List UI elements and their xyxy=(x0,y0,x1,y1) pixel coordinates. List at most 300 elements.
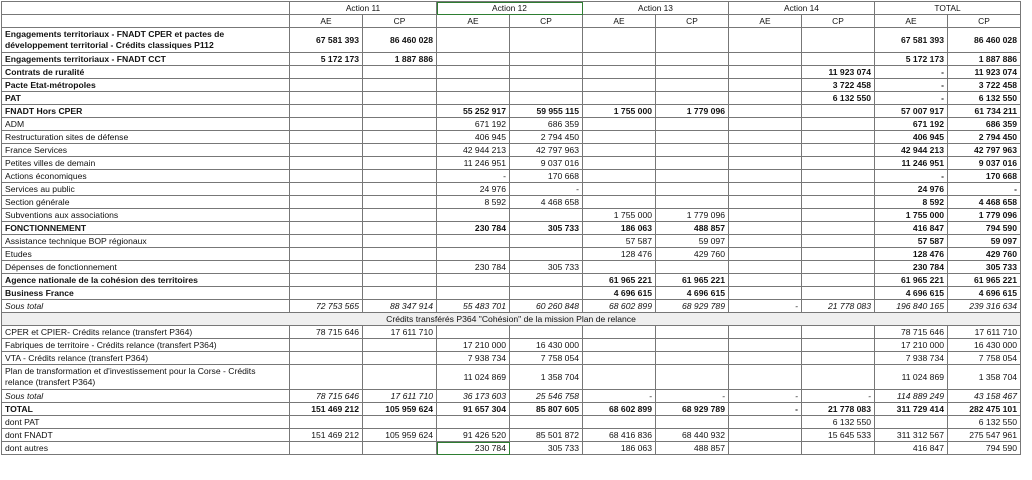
table-cell[interactable] xyxy=(290,118,363,131)
table-cell[interactable] xyxy=(437,248,510,261)
table-cell[interactable] xyxy=(583,261,656,274)
table-cell[interactable]: 196 840 165 xyxy=(875,300,948,313)
table-cell[interactable]: - xyxy=(583,390,656,403)
table-cell[interactable] xyxy=(437,416,510,429)
table-cell[interactable]: 17 611 710 xyxy=(363,326,437,339)
table-cell[interactable] xyxy=(437,66,510,79)
table-cell[interactable] xyxy=(363,287,437,300)
table-cell[interactable] xyxy=(363,222,437,235)
table-cell[interactable] xyxy=(802,144,875,157)
table-cell[interactable] xyxy=(729,118,802,131)
row-label[interactable]: Actions économiques xyxy=(2,170,290,183)
table-cell[interactable]: 794 590 xyxy=(948,442,1021,455)
table-cell[interactable]: 1 755 000 xyxy=(875,209,948,222)
table-cell[interactable]: 114 889 249 xyxy=(875,390,948,403)
table-cell[interactable] xyxy=(802,183,875,196)
row-label[interactable]: ADM xyxy=(2,118,290,131)
table-cell[interactable] xyxy=(802,248,875,261)
table-cell[interactable]: 1 755 000 xyxy=(583,105,656,118)
table-cell[interactable] xyxy=(363,157,437,170)
table-cell[interactable]: 21 778 083 xyxy=(802,300,875,313)
table-cell[interactable] xyxy=(363,79,437,92)
table-cell[interactable]: 68 602 899 xyxy=(583,300,656,313)
table-cell[interactable]: 1 779 096 xyxy=(656,209,729,222)
table-cell[interactable] xyxy=(583,92,656,105)
table-cell[interactable]: 86 460 028 xyxy=(363,28,437,53)
table-cell[interactable] xyxy=(656,261,729,274)
table-cell[interactable]: 128 476 xyxy=(875,248,948,261)
table-cell[interactable] xyxy=(729,196,802,209)
table-cell[interactable]: 17 210 000 xyxy=(875,339,948,352)
table-cell[interactable] xyxy=(802,287,875,300)
table-cell[interactable] xyxy=(729,92,802,105)
table-cell[interactable]: 11 246 951 xyxy=(875,157,948,170)
table-cell[interactable] xyxy=(290,196,363,209)
table-cell[interactable] xyxy=(290,442,363,455)
table-cell[interactable] xyxy=(363,339,437,352)
row-label[interactable]: FONCTIONNEMENT xyxy=(2,222,290,235)
table-cell[interactable]: - xyxy=(802,390,875,403)
table-cell[interactable]: 61 734 211 xyxy=(948,105,1021,118)
table-cell[interactable] xyxy=(656,92,729,105)
table-cell[interactable]: 671 192 xyxy=(875,118,948,131)
row-label[interactable]: Fabriques de territoire - Crédits relance (transfert P364) xyxy=(2,339,290,352)
table-cell[interactable]: 78 715 646 xyxy=(290,326,363,339)
table-cell[interactable]: 151 469 212 xyxy=(290,429,363,442)
table-cell[interactable]: 275 547 961 xyxy=(948,429,1021,442)
table-cell[interactable]: 85 807 605 xyxy=(510,403,583,416)
table-cell[interactable] xyxy=(363,248,437,261)
table-cell[interactable]: 416 847 xyxy=(875,442,948,455)
table-cell[interactable] xyxy=(583,66,656,79)
table-cell[interactable]: 1 358 704 xyxy=(510,365,583,390)
table-cell[interactable]: - xyxy=(729,403,802,416)
table-cell[interactable] xyxy=(802,157,875,170)
table-cell[interactable] xyxy=(802,118,875,131)
table-cell[interactable] xyxy=(583,131,656,144)
table-cell[interactable]: - xyxy=(948,183,1021,196)
table-cell[interactable] xyxy=(729,157,802,170)
table-cell[interactable]: 15 645 533 xyxy=(802,429,875,442)
table-cell[interactable] xyxy=(290,209,363,222)
table-cell[interactable] xyxy=(729,209,802,222)
table-cell[interactable]: 416 847 xyxy=(875,222,948,235)
table-cell[interactable]: 6 132 550 xyxy=(802,416,875,429)
row-label[interactable]: CPER et CPIER- Crédits relance (transfert P364) xyxy=(2,326,290,339)
table-cell[interactable]: 42 944 213 xyxy=(437,144,510,157)
table-cell[interactable] xyxy=(363,105,437,118)
table-cell[interactable]: 305 733 xyxy=(510,442,583,455)
table-cell[interactable] xyxy=(802,53,875,66)
table-cell[interactable] xyxy=(656,352,729,365)
table-cell[interactable] xyxy=(437,326,510,339)
table-cell[interactable]: 311 729 414 xyxy=(875,403,948,416)
table-cell[interactable]: 488 857 xyxy=(656,222,729,235)
table-cell[interactable] xyxy=(656,79,729,92)
table-cell[interactable] xyxy=(510,416,583,429)
row-label[interactable]: Contrats de ruralité xyxy=(2,66,290,79)
table-cell[interactable] xyxy=(656,170,729,183)
table-cell[interactable]: 42 797 963 xyxy=(948,144,1021,157)
table-cell[interactable] xyxy=(583,53,656,66)
table-cell[interactable]: 25 546 758 xyxy=(510,390,583,403)
table-cell[interactable]: 2 794 450 xyxy=(948,131,1021,144)
table-cell[interactable]: 4 468 658 xyxy=(948,196,1021,209)
table-cell[interactable]: 105 959 624 xyxy=(363,403,437,416)
table-cell[interactable] xyxy=(583,416,656,429)
table-cell[interactable]: 686 359 xyxy=(510,118,583,131)
table-cell[interactable]: 305 733 xyxy=(948,261,1021,274)
table-cell[interactable]: 5 172 173 xyxy=(290,53,363,66)
row-label[interactable]: FNADT Hors CPER xyxy=(2,105,290,118)
table-cell[interactable] xyxy=(802,105,875,118)
table-cell[interactable] xyxy=(583,79,656,92)
table-cell[interactable] xyxy=(437,274,510,287)
table-cell[interactable] xyxy=(656,339,729,352)
table-cell[interactable]: 57 587 xyxy=(875,235,948,248)
table-cell[interactable] xyxy=(363,416,437,429)
row-label[interactable]: Pacte Etat-métropoles xyxy=(2,79,290,92)
table-cell[interactable]: 68 602 899 xyxy=(583,403,656,416)
table-cell[interactable] xyxy=(656,28,729,53)
table-cell[interactable]: 1 887 886 xyxy=(363,53,437,66)
table-cell[interactable] xyxy=(729,442,802,455)
table-cell[interactable]: 186 063 xyxy=(583,222,656,235)
row-label[interactable]: dont autres xyxy=(2,442,290,455)
table-cell[interactable]: 91 426 520 xyxy=(437,429,510,442)
table-cell[interactable]: 21 778 083 xyxy=(802,403,875,416)
table-cell[interactable] xyxy=(583,365,656,390)
table-cell[interactable] xyxy=(363,66,437,79)
table-cell[interactable] xyxy=(510,28,583,53)
table-cell[interactable] xyxy=(729,365,802,390)
table-cell[interactable]: 72 753 565 xyxy=(290,300,363,313)
table-cell[interactable] xyxy=(729,79,802,92)
table-cell[interactable]: 68 929 789 xyxy=(656,403,729,416)
table-cell[interactable]: 794 590 xyxy=(948,222,1021,235)
row-label[interactable]: Assistance technique BOP régionaux xyxy=(2,235,290,248)
table-cell[interactable]: 151 469 212 xyxy=(290,403,363,416)
table-cell[interactable]: 406 945 xyxy=(875,131,948,144)
table-cell[interactable] xyxy=(510,248,583,261)
table-cell[interactable]: 429 760 xyxy=(656,248,729,261)
table-cell[interactable] xyxy=(363,144,437,157)
table-cell[interactable] xyxy=(729,248,802,261)
table-cell[interactable]: 230 784 xyxy=(437,442,510,455)
table-cell[interactable] xyxy=(363,92,437,105)
table-cell[interactable]: 11 024 869 xyxy=(875,365,948,390)
table-cell[interactable] xyxy=(437,79,510,92)
table-cell[interactable] xyxy=(729,416,802,429)
table-cell[interactable] xyxy=(363,365,437,390)
table-cell[interactable]: 230 784 xyxy=(437,261,510,274)
table-cell[interactable]: 1 755 000 xyxy=(583,209,656,222)
table-cell[interactable]: 170 668 xyxy=(948,170,1021,183)
table-cell[interactable] xyxy=(802,209,875,222)
table-cell[interactable]: 170 668 xyxy=(510,170,583,183)
table-cell[interactable] xyxy=(290,365,363,390)
table-cell[interactable] xyxy=(363,261,437,274)
table-cell[interactable]: 686 359 xyxy=(948,118,1021,131)
table-cell[interactable]: 61 965 221 xyxy=(875,274,948,287)
table-cell[interactable] xyxy=(729,144,802,157)
table-cell[interactable]: 78 715 646 xyxy=(290,390,363,403)
row-label[interactable]: Plan de transformation et d'investissement pour la Corse - Crédits relance (transfert P364) xyxy=(2,365,290,390)
table-cell[interactable] xyxy=(729,66,802,79)
table-cell[interactable] xyxy=(583,326,656,339)
table-cell[interactable] xyxy=(290,105,363,118)
table-cell[interactable]: 16 430 000 xyxy=(510,339,583,352)
table-cell[interactable]: 7 758 054 xyxy=(948,352,1021,365)
table-cell[interactable]: - xyxy=(729,300,802,313)
table-cell[interactable] xyxy=(802,222,875,235)
table-cell[interactable] xyxy=(437,53,510,66)
table-cell[interactable]: 186 063 xyxy=(583,442,656,455)
table-cell[interactable] xyxy=(729,53,802,66)
table-cell[interactable]: 230 784 xyxy=(875,261,948,274)
table-cell[interactable] xyxy=(802,352,875,365)
table-cell[interactable] xyxy=(363,352,437,365)
table-cell[interactable]: 5 172 173 xyxy=(875,53,948,66)
table-cell[interactable]: 16 430 000 xyxy=(948,339,1021,352)
table-cell[interactable] xyxy=(363,183,437,196)
table-cell[interactable] xyxy=(363,209,437,222)
table-cell[interactable]: 24 976 xyxy=(875,183,948,196)
table-cell[interactable]: 311 312 567 xyxy=(875,429,948,442)
table-cell[interactable] xyxy=(437,287,510,300)
table-cell[interactable] xyxy=(656,196,729,209)
table-cell[interactable]: 24 976 xyxy=(437,183,510,196)
table-cell[interactable]: - xyxy=(437,170,510,183)
row-label[interactable]: France Services xyxy=(2,144,290,157)
table-cell[interactable] xyxy=(583,157,656,170)
table-cell[interactable] xyxy=(802,28,875,53)
table-cell[interactable] xyxy=(729,274,802,287)
table-cell[interactable]: 68 416 836 xyxy=(583,429,656,442)
table-cell[interactable] xyxy=(583,339,656,352)
table-cell[interactable] xyxy=(363,442,437,455)
table-cell[interactable]: 61 965 221 xyxy=(948,274,1021,287)
table-cell[interactable]: 11 246 951 xyxy=(437,157,510,170)
table-cell[interactable] xyxy=(290,92,363,105)
table-cell[interactable] xyxy=(290,222,363,235)
table-cell[interactable] xyxy=(363,118,437,131)
table-cell[interactable] xyxy=(290,261,363,274)
table-cell[interactable]: 4 696 615 xyxy=(583,287,656,300)
table-cell[interactable] xyxy=(363,274,437,287)
table-cell[interactable]: 11 923 074 xyxy=(948,66,1021,79)
row-label[interactable]: Subventions aux associations xyxy=(2,209,290,222)
table-cell[interactable] xyxy=(290,339,363,352)
row-label[interactable]: Engagements territoriaux - FNADT CCT xyxy=(2,53,290,66)
table-cell[interactable]: 305 733 xyxy=(510,222,583,235)
table-cell[interactable]: 43 158 467 xyxy=(948,390,1021,403)
table-cell[interactable]: 61 965 221 xyxy=(656,274,729,287)
table-cell[interactable]: 7 938 734 xyxy=(437,352,510,365)
table-cell[interactable] xyxy=(729,352,802,365)
table-cell[interactable] xyxy=(290,131,363,144)
table-cell[interactable] xyxy=(510,66,583,79)
table-cell[interactable]: 17 210 000 xyxy=(437,339,510,352)
table-cell[interactable] xyxy=(656,118,729,131)
table-cell[interactable]: 230 784 xyxy=(437,222,510,235)
table-cell[interactable] xyxy=(510,209,583,222)
table-cell[interactable] xyxy=(583,196,656,209)
table-cell[interactable]: 128 476 xyxy=(583,248,656,261)
table-cell[interactable] xyxy=(656,326,729,339)
table-cell[interactable] xyxy=(802,235,875,248)
table-cell[interactable] xyxy=(510,287,583,300)
row-label[interactable]: PAT xyxy=(2,92,290,105)
table-cell[interactable]: 7 938 734 xyxy=(875,352,948,365)
table-cell[interactable]: - xyxy=(875,170,948,183)
table-cell[interactable] xyxy=(656,144,729,157)
table-cell[interactable] xyxy=(656,53,729,66)
table-cell[interactable]: 67 581 393 xyxy=(290,28,363,53)
table-cell[interactable] xyxy=(290,352,363,365)
table-cell[interactable]: 91 657 304 xyxy=(437,403,510,416)
row-label[interactable]: Petites villes de demain xyxy=(2,157,290,170)
table-cell[interactable]: 1 887 886 xyxy=(948,53,1021,66)
row-label[interactable]: dont FNADT xyxy=(2,429,290,442)
table-cell[interactable]: 1 779 096 xyxy=(656,105,729,118)
table-cell[interactable]: - xyxy=(729,390,802,403)
table-cell[interactable]: 67 581 393 xyxy=(875,28,948,53)
table-cell[interactable] xyxy=(729,131,802,144)
table-cell[interactable] xyxy=(729,105,802,118)
table-cell[interactable] xyxy=(437,235,510,248)
table-cell[interactable]: 429 760 xyxy=(948,248,1021,261)
table-cell[interactable] xyxy=(802,365,875,390)
table-cell[interactable]: 239 316 634 xyxy=(948,300,1021,313)
row-label[interactable]: Restructuration sites de défense xyxy=(2,131,290,144)
table-cell[interactable]: - xyxy=(656,390,729,403)
table-cell[interactable]: 3 722 458 xyxy=(802,79,875,92)
table-cell[interactable] xyxy=(802,442,875,455)
table-cell[interactable]: 55 252 917 xyxy=(437,105,510,118)
table-cell[interactable] xyxy=(510,326,583,339)
table-cell[interactable]: 59 097 xyxy=(656,235,729,248)
table-cell[interactable]: - xyxy=(510,183,583,196)
table-cell[interactable]: 8 592 xyxy=(437,196,510,209)
table-cell[interactable]: 1 358 704 xyxy=(948,365,1021,390)
row-label[interactable]: Dépenses de fonctionnement xyxy=(2,261,290,274)
table-cell[interactable] xyxy=(802,170,875,183)
table-cell[interactable] xyxy=(290,157,363,170)
row-label[interactable]: Sous total xyxy=(2,390,290,403)
table-cell[interactable]: 57 587 xyxy=(583,235,656,248)
table-cell[interactable] xyxy=(510,235,583,248)
table-cell[interactable] xyxy=(290,235,363,248)
table-cell[interactable] xyxy=(437,92,510,105)
table-cell[interactable] xyxy=(510,53,583,66)
table-cell[interactable] xyxy=(363,196,437,209)
table-cell[interactable] xyxy=(802,196,875,209)
table-cell[interactable]: 55 483 701 xyxy=(437,300,510,313)
table-cell[interactable] xyxy=(290,183,363,196)
table-cell[interactable]: 78 715 646 xyxy=(875,326,948,339)
row-label[interactable]: Etudes xyxy=(2,248,290,261)
table-cell[interactable] xyxy=(656,365,729,390)
table-cell[interactable] xyxy=(729,28,802,53)
table-cell[interactable] xyxy=(290,287,363,300)
table-cell[interactable]: - xyxy=(875,66,948,79)
table-cell[interactable] xyxy=(290,274,363,287)
table-cell[interactable]: 59 097 xyxy=(948,235,1021,248)
table-cell[interactable] xyxy=(290,416,363,429)
table-cell[interactable] xyxy=(656,157,729,170)
table-cell[interactable] xyxy=(729,339,802,352)
table-cell[interactable]: 488 857 xyxy=(656,442,729,455)
table-cell[interactable] xyxy=(363,170,437,183)
table-cell[interactable] xyxy=(290,170,363,183)
table-cell[interactable]: 406 945 xyxy=(437,131,510,144)
table-cell[interactable] xyxy=(583,28,656,53)
table-cell[interactable]: 8 592 xyxy=(875,196,948,209)
table-cell[interactable] xyxy=(875,416,948,429)
table-cell[interactable] xyxy=(656,416,729,429)
table-cell[interactable] xyxy=(290,144,363,157)
table-cell[interactable] xyxy=(729,261,802,274)
table-cell[interactable] xyxy=(437,28,510,53)
table-cell[interactable] xyxy=(510,274,583,287)
table-cell[interactable]: 671 192 xyxy=(437,118,510,131)
row-label[interactable]: Business France xyxy=(2,287,290,300)
table-cell[interactable] xyxy=(729,183,802,196)
row-label[interactable]: Services au public xyxy=(2,183,290,196)
table-cell[interactable]: 86 460 028 xyxy=(948,28,1021,53)
table-cell[interactable] xyxy=(802,326,875,339)
table-cell[interactable]: 42 797 963 xyxy=(510,144,583,157)
table-cell[interactable] xyxy=(802,131,875,144)
table-cell[interactable]: 61 965 221 xyxy=(583,274,656,287)
table-cell[interactable]: 105 959 624 xyxy=(363,429,437,442)
table-cell[interactable]: 6 132 550 xyxy=(948,92,1021,105)
table-cell[interactable] xyxy=(363,131,437,144)
table-cell[interactable]: 1 779 096 xyxy=(948,209,1021,222)
table-cell[interactable] xyxy=(729,429,802,442)
table-cell[interactable] xyxy=(290,79,363,92)
table-cell[interactable]: 9 037 016 xyxy=(948,157,1021,170)
table-cell[interactable] xyxy=(729,287,802,300)
table-cell[interactable] xyxy=(583,118,656,131)
table-cell[interactable] xyxy=(729,326,802,339)
table-cell[interactable] xyxy=(510,92,583,105)
table-cell[interactable]: 60 260 848 xyxy=(510,300,583,313)
table-cell[interactable]: 4 468 658 xyxy=(510,196,583,209)
header-action-12[interactable]: Action 12 xyxy=(437,2,583,15)
row-label[interactable]: TOTAL xyxy=(2,403,290,416)
table-cell[interactable] xyxy=(656,131,729,144)
table-cell[interactable] xyxy=(290,66,363,79)
table-cell[interactable]: 7 758 054 xyxy=(510,352,583,365)
table-cell[interactable]: 85 501 872 xyxy=(510,429,583,442)
table-cell[interactable]: 11 923 074 xyxy=(802,66,875,79)
table-cell[interactable] xyxy=(437,209,510,222)
table-cell[interactable]: 3 722 458 xyxy=(948,79,1021,92)
table-cell[interactable] xyxy=(729,170,802,183)
table-cell[interactable]: 57 007 917 xyxy=(875,105,948,118)
table-cell[interactable]: 2 794 450 xyxy=(510,131,583,144)
table-cell[interactable]: 59 955 115 xyxy=(510,105,583,118)
table-cell[interactable] xyxy=(290,248,363,261)
table-cell[interactable]: 42 944 213 xyxy=(875,144,948,157)
table-cell[interactable]: 282 475 101 xyxy=(948,403,1021,416)
row-label[interactable]: Section générale xyxy=(2,196,290,209)
table-cell[interactable] xyxy=(583,170,656,183)
table-cell[interactable]: 17 611 710 xyxy=(948,326,1021,339)
table-cell[interactable]: 11 024 869 xyxy=(437,365,510,390)
